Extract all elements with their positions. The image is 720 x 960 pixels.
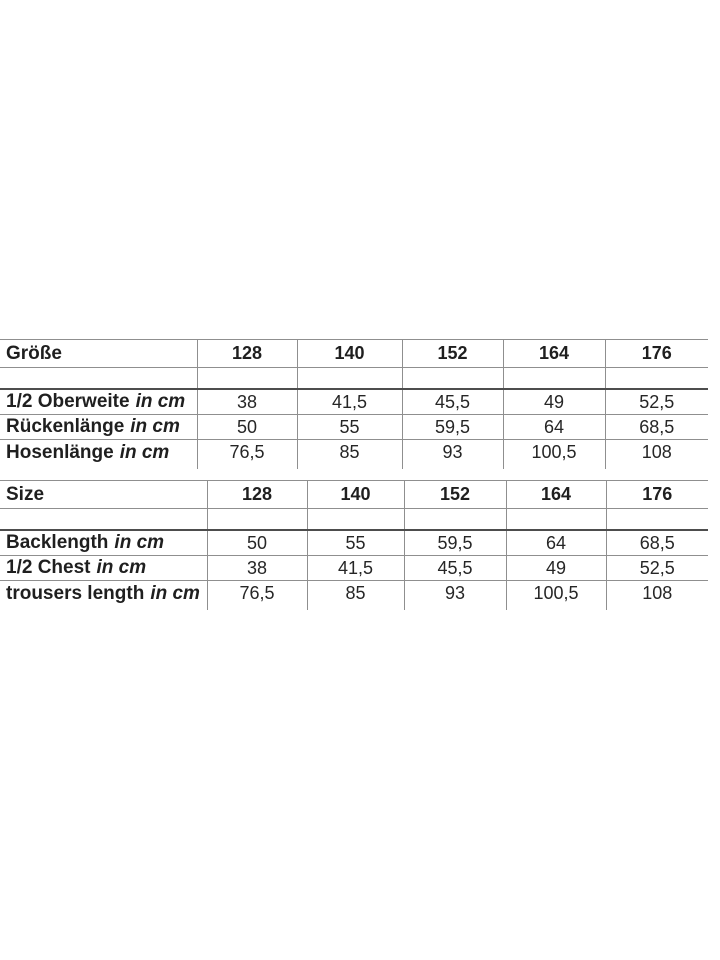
spacer-cell bbox=[197, 368, 297, 390]
row-label bbox=[0, 389, 197, 415]
measure-unit: in cm bbox=[150, 583, 200, 604]
spacer-cell bbox=[404, 509, 506, 531]
table-title-size: Size bbox=[0, 481, 207, 509]
size-header-cell: 176 bbox=[606, 481, 708, 509]
table-row bbox=[0, 481, 708, 509]
measure-name: 1/2 Chest bbox=[6, 557, 91, 578]
value-cell: 108 bbox=[605, 440, 708, 470]
value-cell: 50 bbox=[197, 415, 297, 440]
spacer-cell bbox=[503, 368, 605, 390]
table-row bbox=[0, 440, 708, 470]
size-header-cell: 128 bbox=[207, 481, 307, 509]
spacer-cell bbox=[307, 509, 404, 531]
value-cell: 85 bbox=[297, 440, 402, 470]
spacer-cell bbox=[207, 509, 307, 531]
value-cell: 41,5 bbox=[297, 389, 402, 415]
value-cell: 59,5 bbox=[404, 530, 506, 556]
spacer-cell bbox=[402, 368, 503, 390]
value-cell: 55 bbox=[307, 530, 404, 556]
table-row bbox=[0, 389, 708, 415]
value-cell: 52,5 bbox=[606, 556, 708, 581]
measure-name: Hosenlänge bbox=[6, 442, 114, 463]
table-row bbox=[0, 556, 708, 581]
spacer-cell bbox=[297, 368, 402, 390]
spacer-cell bbox=[605, 368, 708, 390]
german-size-table bbox=[0, 339, 708, 469]
measure-name: 1/2 Oberweite bbox=[6, 391, 130, 412]
size-header-cell: 164 bbox=[506, 481, 606, 509]
table-row bbox=[0, 340, 708, 368]
value-cell: 59,5 bbox=[402, 415, 503, 440]
measure-unit: in cm bbox=[130, 416, 180, 437]
value-cell: 76,5 bbox=[207, 581, 307, 611]
value-cell: 38 bbox=[207, 556, 307, 581]
measure-unit: in cm bbox=[135, 391, 186, 412]
value-cell: 68,5 bbox=[605, 415, 708, 440]
row-label bbox=[0, 530, 207, 556]
value-cell: 49 bbox=[503, 389, 605, 415]
value-cell: 64 bbox=[503, 415, 605, 440]
size-header-cell: 140 bbox=[297, 340, 402, 368]
measure-unit: in cm bbox=[96, 557, 147, 578]
size-header-cell: 140 bbox=[307, 481, 404, 509]
value-cell: 55 bbox=[297, 415, 402, 440]
spacer-cell bbox=[0, 509, 207, 531]
size-header-cell: 152 bbox=[402, 340, 503, 368]
size-header-cell: 152 bbox=[404, 481, 506, 509]
value-cell: 45,5 bbox=[402, 389, 503, 415]
row-label bbox=[0, 415, 197, 440]
spacer-row bbox=[0, 368, 708, 390]
table-row bbox=[0, 581, 708, 611]
size-header-cell: 164 bbox=[503, 340, 605, 368]
table-row bbox=[0, 415, 708, 440]
size-header-cell: 128 bbox=[197, 340, 297, 368]
value-cell: 41,5 bbox=[307, 556, 404, 581]
measure-unit: in cm bbox=[119, 442, 170, 463]
spacer-cell bbox=[506, 509, 606, 531]
value-cell: 52,5 bbox=[605, 389, 708, 415]
value-cell: 64 bbox=[506, 530, 606, 556]
table-title-groesse: Größe bbox=[0, 340, 197, 368]
size-header-cell: 176 bbox=[605, 340, 708, 368]
value-cell: 85 bbox=[307, 581, 404, 611]
spacer-row bbox=[0, 509, 708, 531]
value-cell: 38 bbox=[197, 389, 297, 415]
row-label bbox=[0, 440, 197, 470]
row-label bbox=[0, 581, 207, 611]
value-cell: 68,5 bbox=[606, 530, 708, 556]
english-size-table bbox=[0, 480, 708, 610]
value-cell: 93 bbox=[402, 440, 503, 470]
measure-name: Rückenlänge bbox=[6, 416, 125, 437]
measure-name: Backlength bbox=[6, 532, 109, 553]
spacer-cell bbox=[0, 368, 197, 390]
spacer-cell bbox=[606, 509, 708, 531]
table-row bbox=[0, 530, 708, 556]
value-cell: 49 bbox=[506, 556, 606, 581]
value-cell: 93 bbox=[404, 581, 506, 611]
measure-name: trousers length bbox=[6, 583, 145, 604]
value-cell: 100,5 bbox=[506, 581, 606, 611]
value-cell: 108 bbox=[606, 581, 708, 611]
row-label bbox=[0, 556, 207, 581]
value-cell: 100,5 bbox=[503, 440, 605, 470]
value-cell: 45,5 bbox=[404, 556, 506, 581]
value-cell: 76,5 bbox=[197, 440, 297, 470]
measure-unit: in cm bbox=[114, 532, 165, 553]
value-cell: 50 bbox=[207, 530, 307, 556]
